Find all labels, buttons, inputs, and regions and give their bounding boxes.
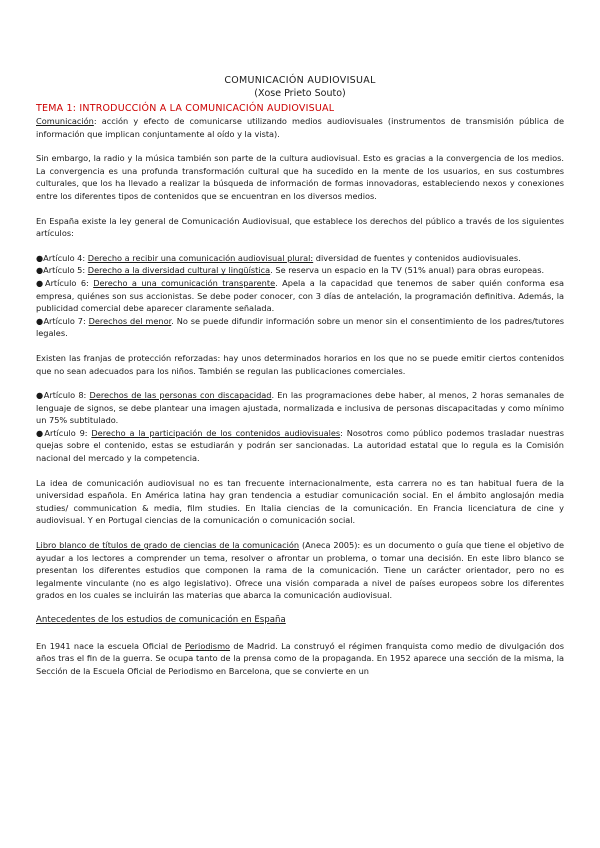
- article-label: Artículo 5:: [43, 265, 88, 276]
- list-item-article-9: [36, 427, 564, 465]
- article-title: Derechos del menor: [88, 315, 172, 326]
- paragraph-history: [36, 640, 564, 678]
- bullet-icon: ●: [36, 315, 44, 326]
- subsection-heading: Antecedentes de los estudios de comunicación en España: [36, 615, 286, 625]
- term-periodismo: Periodismo: [185, 640, 231, 651]
- article-text: . No se puede difundir información sobre un menor sin el consentimiento de los padres/tutores legales.: [36, 315, 564, 339]
- libro-blanco-text: (Aneca 2005): es un documento o guía que tiene el objetivo de ayudar a los lectores a comprender un tema, resolver o afrontar un problema, o tomar una decisión. En este libro blanco se presentan los diferentes estudios que componen la rama de la comunicación. Tiene un carácter orientador, pero no es legalmente vinculante (no es algo legislativo). Ofrece una visión comparada a nivel de países europeos sobre los diferentes grados en los cuales se incluirán las materias que abarca la comunicación audiovisual.: [36, 540, 564, 601]
- article-title: Derecho a la participación de los contenidos audiovisuales: [91, 427, 341, 438]
- articles-list-1: [36, 252, 564, 340]
- bullet-icon: ●: [36, 265, 44, 276]
- bullet-icon: ●: [36, 427, 45, 438]
- article-label: Artículo 6:: [44, 277, 94, 288]
- paragraph-definition: [36, 115, 564, 140]
- article-title: Derecho a la diversidad cultural y lingüística: [87, 265, 271, 276]
- list-item-article-5: [36, 264, 564, 277]
- history-text-a: En 1941 nace la escuela Oficial de: [36, 640, 185, 651]
- article-text: . Apela a la capacidad que tenemos de saber quién conforma esa empresa, quiénes son sus accionistas. Se debe poder conocer, con 3 días de antelación, la programación definitiva. Además, la publicidad comercial debe aparecer claramente señalada.: [36, 277, 564, 314]
- article-text: diversidad de fuentes y contenidos audiovisuales.: [313, 252, 521, 263]
- paragraph-international: La idea de comunicación audiovisual no es tan frecuente internacionalmente, esta carrera no es tan habitual fuera de la universidad española. En América latina hay gran tendencia a estudiar comunicación social. En el ámbito anglosajón media studies/ communication & media, film studies. En Italia ciencias de la comunicación. En Francia licenciatura de cine y audiovisual. Y en Portugal ciencias de la comunicación o comunicación social.: [36, 477, 564, 526]
- article-label: Artículo 4:: [43, 252, 88, 263]
- libro-blanco-title: Libro blanco de títulos de grado de ciencias de la comunicación: [36, 540, 300, 551]
- list-item-article-8: [36, 389, 564, 427]
- article-label: Artículo 7:: [43, 315, 89, 326]
- article-text: . Se reserva un espacio en la TV (51% anual) para obras europeas.: [270, 265, 545, 276]
- paragraph-protection: Existen las franjas de protección reforzadas: hay unos determinados horarios en los que no se puede emitir ciertos contenidos que no sean adecuados para los niños. También se regulan las publicaciones comerciales.: [36, 352, 564, 376]
- articles-list-2: [36, 389, 564, 465]
- paragraph-law-intro: En España existe la ley general de Comunicación Audiovisual, que establece los derechos del público a través de los siguientes artículos:: [36, 215, 564, 239]
- article-label: Artículo 9:: [44, 427, 92, 438]
- article-label: Artículo 8:: [43, 390, 90, 401]
- term-comunicacion: Comunicación: [36, 116, 94, 126]
- list-item-article-4: [36, 252, 564, 265]
- document-title: COMUNICACIÓN AUDIOVISUAL: [224, 75, 376, 86]
- history-text-b: de Madrid. La construyó el régimen franquista como medio de divulgación dos años tras el fin de la guerra. Se ocupa tanto de la prensa como de la propaganda. En 1952 aparece una sección de la misma, la Sección de la Escuela Oficial de Periodismo en Barcelona, que se convierte en un: [36, 640, 564, 676]
- paragraph-libro-blanco: [36, 539, 564, 602]
- paragraph-convergence: Sin embargo, la radio y la música también son parte de la cultura audiovisual. Esto es gracias a la convergencia de los medios. La convergencia es una profunda transformación cultural que ha sucedido en la mente de los usuarios, en sus costumbres culturales, que los ha llevado a realizar la búsqueda de información de formas innovadoras, estableciendo nexos y conexiones entre los diferentes tipos de contenidos que se encuentran en los diversos medios.: [36, 153, 564, 201]
- article-title: Derecho a recibir una comunicación audiovisual plural:: [87, 252, 314, 263]
- definition-text: : acción y efecto de comunicarse utilizando medios audiovisuales (instrumentos de transmisión pública de información que implican conjuntamente al oído y la vista).: [36, 116, 564, 139]
- document-page: [36, 74, 564, 689]
- bullet-icon: ●: [36, 252, 44, 263]
- article-text: . En las programaciones debe haber, al menos, 2 horas semanales de lenguaje de signos, se debe plantear una imagen ajustada, normalizada e inclusiva de personas discapacitadas y como mínimo un 75% subtitulado.: [36, 390, 564, 426]
- list-item-article-6: [36, 277, 564, 315]
- bullet-icon: ●: [36, 390, 44, 401]
- list-item-article-7: [36, 315, 564, 340]
- article-title: Derecho a una comunicación transparente: [93, 277, 276, 288]
- article-title: Derechos de las personas con discapacidad: [89, 390, 272, 401]
- document-author: (Xose Prieto Souto): [254, 88, 346, 99]
- bullet-icon: ●: [36, 277, 45, 288]
- article-text: : Nosotros como público podemos trasladar nuestras quejas sobre el contenido, estas se estudiarán y podrán ser sancionadas. La autoridad estatal que lo regula es la Comisión nacional del mercado y la competencia.: [36, 427, 564, 464]
- section-heading: TEMA 1: INTRODUCCIÓN A LA COMUNICACIÓN AUDIOVISUAL: [36, 103, 335, 114]
